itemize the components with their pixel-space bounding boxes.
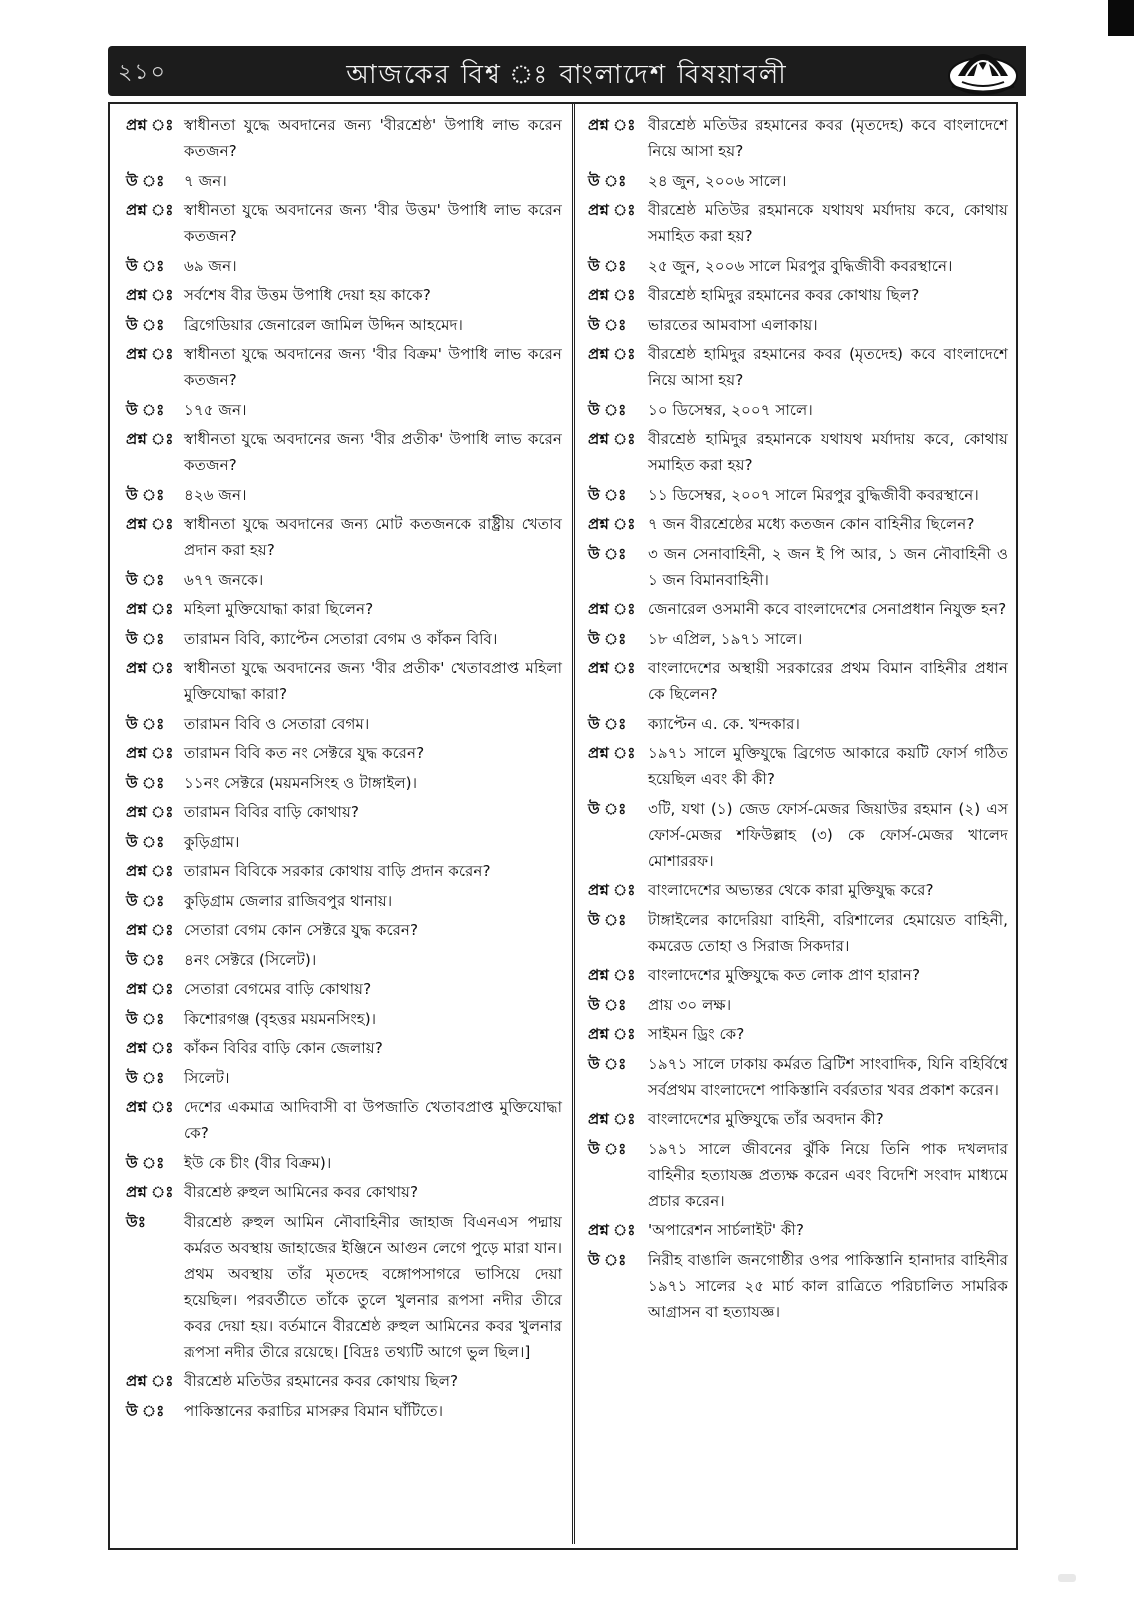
qa-label: প্রশ্ন ঃ [126, 659, 174, 677]
qa-label: প্রশ্ন ঃ [126, 201, 174, 219]
qa-label: প্রশ্ন ঃ [126, 744, 174, 762]
qa-text: ৩ জন সেনাবাহিনী, ২ জন ই পি আর, ১ জন নৌবাহিনী ও ১ জন বিমানবাহিনী। [648, 544, 1008, 589]
question-row [126, 341, 562, 393]
qa-label: প্রশ্ন ঃ [126, 1183, 174, 1201]
qa-label: প্রশ্ন ঃ [126, 430, 174, 448]
qa-text: স্বাধীনতা যুদ্ধে অবদানের জন্য মোট কতজনকে রাষ্ট্রীয় খেতাব প্রদান করা হয়? [184, 515, 562, 559]
qa-text: বীরশ্রেষ্ঠ মতিউর রহমানের কবর (মৃতদেহ) কবে বাংলাদেশে নিয়ে আসা হয়? [648, 116, 1008, 160]
page-number: ২১০ [118, 60, 167, 85]
answer-row [588, 541, 1008, 593]
qa-label: উ ঃ [126, 400, 165, 419]
qa-text: তারামন বিবিকে সরকার কোথায় বাড়ি প্রদান করেন? [184, 862, 491, 880]
qa-label: উ ঃ [588, 315, 627, 334]
qa-label: উঃ [126, 1212, 146, 1231]
qa-label: উ ঃ [126, 773, 165, 792]
question-row [126, 917, 562, 943]
scan-speck [1058, 1574, 1076, 1582]
question-row [126, 197, 562, 249]
answer-row [588, 482, 1008, 508]
qa-text: ৭ জন। [184, 171, 227, 190]
question-row [126, 426, 562, 478]
qa-text: টাঙ্গাইলের কাদেরিয়া বাহিনী, বরিশালের হেমায়েত বাহিনী, কমরেড তোহা ও সিরাজ সিকদার। [648, 910, 1008, 955]
qa-text: স্বাধীনতা যুদ্ধে অবদানের জন্য 'বীর প্রতীক' খেতাবপ্রাপ্ত মহিলা মুক্তিযোদ্ধা কারা? [184, 659, 562, 703]
qa-text: বাংলাদেশের অস্থায়ী সরকারের প্রথম বিমান বাহিনীর প্রধান কে ছিলেন? [648, 659, 1008, 703]
qa-text: কিশোরগঞ্জ (বৃহত্তর ময়মনসিংহ)। [184, 1009, 377, 1028]
qa-label: উ ঃ [588, 400, 627, 419]
qa-text: ৩টি, যথা (১) জেড ফোর্স-মেজর জিয়াউর রহমান (২) এস ফোর্স-মেজর শফিউল্লাহ (৩) কে ফোর্স-মেজর খালেদ মোশাররফ। [648, 799, 1008, 870]
question-row [126, 112, 562, 164]
qa-label: প্রশ্ন ঃ [588, 1025, 636, 1043]
qa-text: জেনারেল ওসমানী কবে বাংলাদেশের সেনাপ্রধান নিযুক্ত হন? [648, 600, 1007, 618]
qa-label: প্রশ্ন ঃ [126, 600, 174, 618]
qa-text: ১৭৫ জন। [184, 400, 247, 419]
question-row [126, 1094, 562, 1146]
qa-text: ২৪ জুন, ২০০৬ সালে। [648, 171, 787, 190]
qa-label: প্রশ্ন ঃ [126, 980, 174, 998]
qa-label: উ ঃ [588, 171, 627, 190]
qa-text: বীরশ্রেষ্ঠ হামিদুর রহমানকে যথাযথ মর্যাদায় কবে, কোথায় সমাহিত করা হয়? [648, 430, 1008, 474]
question-row [588, 197, 1008, 249]
qa-label: উ ঃ [126, 256, 165, 275]
qa-label: প্রশ্ন ঃ [588, 600, 636, 618]
qa-text: ১৯৭১ সালে মুক্তিযুদ্ধে ব্রিগেড আকারে কয়টি ফোর্স গঠিত হয়েছিল এবং কী কী? [648, 744, 1008, 788]
qa-label: উ ঃ [126, 714, 165, 733]
question-row [126, 596, 562, 622]
question-row [588, 962, 1008, 988]
qa-label: উ ঃ [588, 485, 627, 504]
qa-text: ২৫ জুন, ২০০৬ সালে মিরপুর বুদ্ধিজীবী কবরস্থানে। [648, 256, 953, 275]
answer-row [126, 168, 562, 194]
answer-row [588, 253, 1008, 279]
qa-text: বীরশ্রেষ্ঠ মতিউর রহমানকে যথাযথ মর্যাদায় কবে, কোথায় সমাহিত করা হয়? [648, 201, 1008, 245]
qa-label: উ ঃ [126, 570, 165, 589]
qa-text: ৬৭৭ জনকে। [184, 570, 264, 589]
qa-label: উ ঃ [126, 1153, 165, 1172]
qa-text: ১১নং সেক্টরে (ময়মনসিংহ ও টাঙ্গাইল)। [184, 773, 418, 792]
qa-label: প্রশ্ন ঃ [126, 1372, 174, 1390]
question-row [126, 799, 562, 825]
qa-label: প্রশ্ন ঃ [126, 1039, 174, 1057]
column-divider [572, 104, 575, 1544]
question-row [588, 112, 1008, 164]
qa-text: ১০ ডিসেম্বর, ২০০৭ সালে। [648, 400, 813, 419]
qa-text: মহিলা মুক্তিযোদ্ধা কারা ছিলেন? [184, 600, 374, 618]
qa-label: প্রশ্ন ঃ [588, 1110, 636, 1128]
answer-row [126, 1065, 562, 1091]
qa-label: প্রশ্ন ঃ [588, 881, 636, 899]
qa-text: সেতারা বেগম কোন সেক্টরে যুদ্ধ করেন? [184, 921, 419, 939]
qa-text: স্বাধীনতা যুদ্ধে অবদানের জন্য 'বীর উত্তম' উপাধি লাভ করেন কতজন? [184, 201, 562, 245]
qa-text: দেশের একমাত্র আদিবাসী বা উপজাতি খেতাবপ্রাপ্ত মুক্তিযোদ্ধা কে? [184, 1098, 562, 1142]
qa-label: প্রশ্ন ঃ [588, 515, 636, 533]
answer-row [126, 567, 562, 593]
qa-text: 'অপারেশন সার্চলাইট' কী? [648, 1221, 804, 1239]
qa-text: বাংলাদেশের মুক্তিযুদ্ধে কত লোক প্রাণ হারান? [648, 966, 921, 984]
qa-text: ১৮ এপ্রিল, ১৯৭১ সালে। [648, 629, 803, 648]
qa-text: ১৯৭১ সালে ঢাকায় কর্মরত ব্রিটিশ সাংবাদিক, যিনি বহির্বিশ্বে সর্বপ্রথম বাংলাদেশে পাকিস্তানি বর্বরতার খবর প্রকাশ করেন। [648, 1054, 1008, 1099]
qa-text: ব্রিগেডিয়ার জেনারেল জামিল উদ্দিন আহমেদ। [184, 315, 463, 334]
qa-label: উ ঃ [588, 544, 627, 563]
answer-row [126, 397, 562, 423]
qa-text: ১৯৭১ সালে জীবনের ঝুঁকি নিয়ে তিনি পাক দখলদার বাহিনীর হত্যাযজ্ঞ প্রত্যক্ষ করেন এবং বিদেশি সংবাদ মাধ্যমে প্রচার করেন। [648, 1139, 1008, 1210]
qa-label: প্রশ্ন ঃ [126, 515, 174, 533]
qa-text: নিরীহ বাঙালি জনগোষ্ঠীর ওপর পাকিস্তানি হানাদার বাহিনীর ১৯৭১ সালের ২৫ মার্চ কাল রাত্রিতে পরিচালিত সামরিক আগ্রাসন বা হত্যাযজ্ঞ। [648, 1250, 1008, 1321]
qa-text: সিলেট। [184, 1068, 230, 1087]
qa-label: উ ঃ [588, 256, 627, 275]
question-row [588, 511, 1008, 537]
qa-label: উ ঃ [126, 1009, 165, 1028]
qa-label: উ ঃ [126, 950, 165, 969]
right-column [588, 112, 1008, 1328]
qa-label: প্রশ্ন ঃ [126, 116, 174, 134]
qa-label: উ ঃ [588, 1054, 627, 1073]
question-row [126, 1035, 562, 1061]
qa-label: উ ঃ [588, 629, 627, 648]
qa-text: ইউ কে চীং (বীর বিক্রম)। [184, 1153, 332, 1172]
qa-text: স্বাধীনতা যুদ্ধে অবদানের জন্য 'বীরশ্রেষ্ঠ' উপাধি লাভ করেন কতজন? [184, 116, 562, 160]
qa-label: প্রশ্ন ঃ [588, 744, 636, 762]
question-row [588, 740, 1008, 792]
qa-label: উ ঃ [126, 629, 165, 648]
qa-text: তারামন বিবি কত নং সেক্টরে যুদ্ধ করেন? [184, 744, 425, 762]
question-row [126, 858, 562, 884]
qa-text: প্রায় ৩০ লক্ষ। [648, 995, 732, 1014]
qa-label: প্রশ্ন ঃ [588, 659, 636, 677]
qa-text: বীরশ্রেষ্ঠ মতিউর রহমানের কবর কোথায় ছিল? [184, 1372, 459, 1390]
question-row [126, 511, 562, 563]
qa-label: উ ঃ [126, 171, 165, 190]
question-row [126, 282, 562, 308]
answer-row [126, 829, 562, 855]
question-row [588, 877, 1008, 903]
answer-row [126, 1006, 562, 1032]
question-row [588, 1106, 1008, 1132]
answer-row [588, 992, 1008, 1018]
qa-label: প্রশ্ন ঃ [126, 1098, 174, 1116]
answer-row [588, 312, 1008, 338]
qa-text: স্বাধীনতা যুদ্ধে অবদানের জন্য 'বীর বিক্রম' উপাধি লাভ করেন কতজন? [184, 345, 562, 389]
qa-text: ক্যাপ্টেন এ. কে. খন্দকার। [648, 714, 800, 733]
qa-text: ৬৯ জন। [184, 256, 237, 275]
qa-text: সাইমন ড্রিং কে? [648, 1025, 745, 1043]
answer-row [126, 711, 562, 737]
answer-row [126, 253, 562, 279]
answer-row [588, 796, 1008, 874]
qa-text: তারামন বিবি ও সেতারা বেগম। [184, 714, 370, 733]
qa-label: উ ঃ [126, 891, 165, 910]
qa-text: বীরশ্রেষ্ঠ রুহুল আমিন নৌবাহিনীর জাহাজ বিএনএস পদ্মায় কর্মরত অবস্থায় জাহাজের ইঞ্জিনে আগুন লেগে পুড়ে মারা যান। প্রথম অবস্থায় তাঁর মৃতদেহ বঙ্গোপসাগরে ভাসিয়ে দেয়া হয়েছিল। পরবর্তীতে তাঁকে তুলে খুলনার রূপসা নদীর তীরে কবর দেয়া হয়। বর্তমানে বীরশ্রেষ্ঠ রুহুল আমিনের কবর খুলনার রূপসা নদীর তীরে রয়েছে। [বিদ্রঃ তথ্যটি আগে ভুল ছিল।] [184, 1212, 562, 1361]
answer-row [126, 312, 562, 338]
qa-text: বাংলাদেশের মুক্তিযুদ্ধে তাঁর অবদান কী? [648, 1110, 884, 1128]
qa-label: প্রশ্ন ঃ [126, 862, 174, 880]
qa-label: প্রশ্ন ঃ [588, 1221, 636, 1239]
qa-text: ৭ জন বীরশ্রেষ্ঠের মধ্যে কতজন কোন বাহিনীর ছিলেন? [648, 515, 975, 533]
answer-row [126, 1398, 562, 1424]
qa-label: প্রশ্ন ঃ [588, 286, 636, 304]
question-row [588, 596, 1008, 622]
qa-label: প্রশ্ন ঃ [126, 286, 174, 304]
qa-label: প্রশ্ন ঃ [588, 430, 636, 448]
qa-label: উ ঃ [588, 995, 627, 1014]
question-row [126, 976, 562, 1002]
answer-row [588, 711, 1008, 737]
qa-text: বীরশ্রেষ্ঠ হামিদুর রহমানের কবর (মৃতদেহ) কবে বাংলাদেশে নিয়ে আসা হয়? [648, 345, 1008, 389]
qa-label: প্রশ্ন ঃ [126, 803, 174, 821]
answer-row [126, 482, 562, 508]
answer-row [588, 1051, 1008, 1103]
qa-label: উ ঃ [126, 832, 165, 851]
answer-row [126, 947, 562, 973]
question-row [588, 1217, 1008, 1243]
answer-row [126, 1209, 562, 1365]
qa-text: ১১ ডিসেম্বর, ২০০৭ সালে মিরপুর বুদ্ধিজীবী কবরস্থানে। [648, 485, 979, 504]
answer-row [588, 1136, 1008, 1214]
qa-text: কুড়িগ্রাম জেলার রাজিবপুর থানায়। [184, 891, 393, 910]
page-title: আজকের বিশ্ব ঃ বাংলাদেশ বিষয়াবলী [346, 60, 788, 90]
answer-row [126, 626, 562, 652]
qa-label: উ ঃ [126, 1068, 165, 1087]
qa-text: সেতারা বেগমের বাড়ি কোথায়? [184, 980, 372, 998]
qa-text: ভারতের আমবাসা এলাকায়। [648, 315, 818, 334]
qa-text: তারামন বিবির বাড়ি কোথায়? [184, 803, 359, 821]
answer-row [126, 888, 562, 914]
qa-text: তারামন বিবি, ক্যাপ্টেন সেতারা বেগম ও কাঁকন বিবি। [184, 629, 498, 648]
answer-row [588, 626, 1008, 652]
qa-text: ৪২৬ জন। [184, 485, 247, 504]
qa-text: কুড়িগ্রাম। [184, 832, 240, 851]
qa-label: প্রশ্ন ঃ [126, 345, 174, 363]
answer-row [588, 168, 1008, 194]
answer-row [126, 1150, 562, 1176]
qa-label: প্রশ্ন ঃ [588, 966, 636, 984]
qa-text: স্বাধীনতা যুদ্ধে অবদানের জন্য 'বীর প্রতীক' উপাধি লাভ করেন কতজন? [184, 430, 562, 474]
qa-text: বাংলাদেশের অভ্যন্তর থেকে কারা মুক্তিযুদ্ধ করে? [648, 881, 934, 899]
qa-label: উ ঃ [126, 315, 165, 334]
question-row [588, 1021, 1008, 1047]
question-row [588, 655, 1008, 707]
book-emblem-icon [944, 36, 1022, 98]
answer-row [588, 397, 1008, 423]
qa-label: প্রশ্ন ঃ [588, 116, 636, 134]
qa-label: প্রশ্ন ঃ [588, 345, 636, 363]
qa-text: কাঁকন বিবির বাড়ি কোন জেলায়? [184, 1039, 383, 1057]
qa-label: উ ঃ [588, 799, 627, 818]
qa-label: উ ঃ [126, 485, 165, 504]
qa-text: সর্বশেষ বীর উত্তম উপাধি দেয়া হয় কাকে? [184, 286, 431, 304]
qa-text: পাকিস্তানের করাচির মাসরুর বিমান ঘাঁটিতে। [184, 1401, 444, 1420]
question-row [126, 1179, 562, 1205]
qa-text: বীরশ্রেষ্ঠ রুহুল আমিনের কবর কোথায়? [184, 1183, 419, 1201]
left-column [126, 112, 562, 1427]
qa-text: ৪নং সেক্টরে (সিলেট)। [184, 950, 317, 969]
question-row [126, 740, 562, 766]
qa-label: প্রশ্ন ঃ [588, 201, 636, 219]
qa-label: প্রশ্ন ঃ [126, 921, 174, 939]
qa-label: উ ঃ [588, 1250, 627, 1269]
question-row [588, 426, 1008, 478]
question-row [126, 655, 562, 707]
answer-row [588, 907, 1008, 959]
page-header [108, 46, 1026, 96]
qa-label: উ ঃ [126, 1401, 165, 1420]
question-row [588, 341, 1008, 393]
qa-label: উ ঃ [588, 1139, 627, 1158]
question-row [588, 282, 1008, 308]
qa-label: উ ঃ [588, 910, 627, 929]
qa-label: উ ঃ [588, 714, 627, 733]
question-row [126, 1368, 562, 1394]
answer-row [588, 1247, 1008, 1325]
qa-text: বীরশ্রেষ্ঠ হামিদুর রহমানের কবর কোথায় ছিল? [648, 286, 920, 304]
page-corner-mark [1108, 0, 1134, 36]
answer-row [126, 770, 562, 796]
